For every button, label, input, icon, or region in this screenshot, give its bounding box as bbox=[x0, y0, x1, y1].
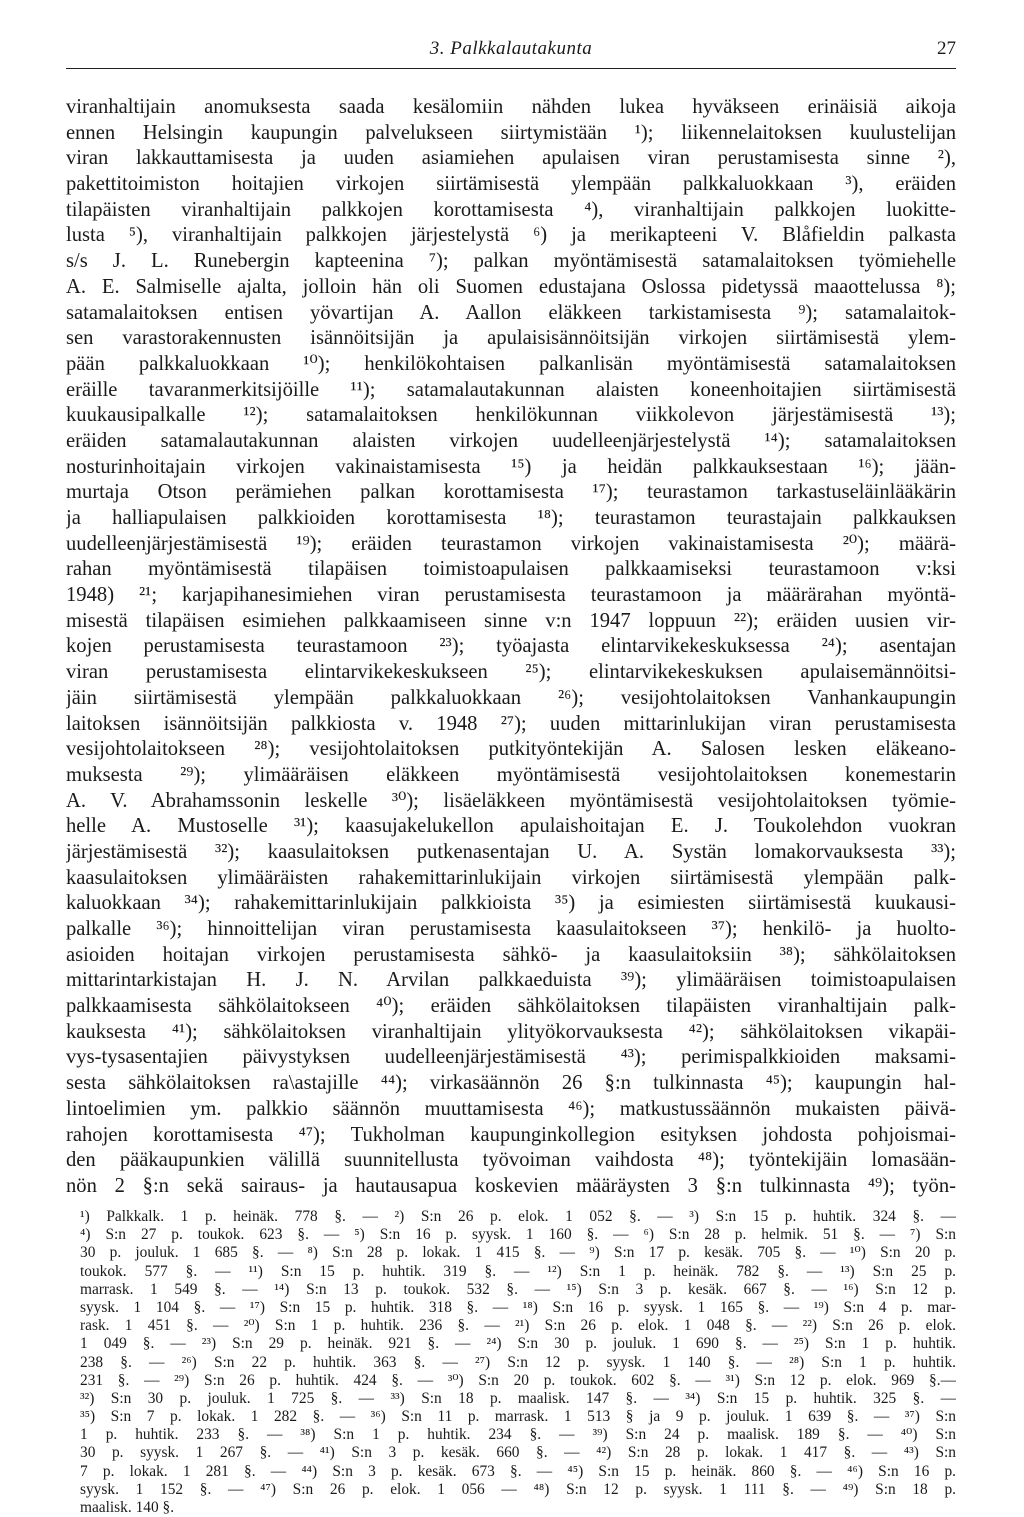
text-line: ja halliapulaisen palkkioiden korottamisesta ¹⁸); teurastamon teurastajain palkkauksen bbox=[66, 507, 956, 529]
text-line: A. V. Abrahamssonin leskelle ³⁰); lisäeläkkeen myöntämisestä vesijohtolaitoksen työmie- bbox=[66, 789, 956, 812]
text-line: kaasulaitoksen ylimääräisten rahakemittarinlukijain virkojen siirtämisestä ylempään palk- bbox=[66, 866, 956, 889]
footnote-line: 238 §. — ²⁶) S:n 22 p. huhtik. 363 §. — ²⁷) S:n 12 p. syysk. 1 140 §. — ²⁸) S:n 1 p. huhtik. bbox=[80, 1353, 956, 1371]
text-line: rahojen korottamisesta ⁴⁷); Tukholman kaupunginkollegion esityksen johdosta pohjoismai- bbox=[66, 1123, 956, 1146]
text-line: s/s J. L. Runebergin kapteenina ⁷); palkan myöntämisestä satamalaitoksen työmiehelle bbox=[66, 250, 956, 273]
text-line: viran lakkauttamisesta ja uuden asiamiehen apulaisen viran perustamisesta sinne ²), bbox=[66, 147, 956, 170]
page-header bbox=[66, 38, 956, 69]
text-line: kauksesta ⁴¹); sähkölaitoksen viranhaltijain ylityökorvauksesta ⁴²); sähkölaitoksen vikapäi- bbox=[66, 1020, 956, 1043]
text-line: viranhaltijain anomuksesta saada kesälomiin nähden lukea hyväkseen erinäisiä aikoja bbox=[66, 96, 956, 118]
text-line: ennen Helsingin kaupungin palvelukseen siirtymistään ¹); liikennelaitoksen kuulustelijan bbox=[66, 121, 956, 144]
footnotes bbox=[80, 1208, 956, 1517]
text-line: kuukausipalkalle ¹²); satamalaitoksen henkilökunnan viikkolevon järjestämisestä ¹³); bbox=[66, 404, 956, 427]
text-line: viran perustamisesta elintarvikekeskukseen ²⁵); elintarvikekeskuksen apulaisemännöitsi- bbox=[66, 661, 956, 684]
text-line: vys-tysasentajien päivystyksen uudelleenjärjestämisestä ⁴³); perimispalkkioiden maksami- bbox=[66, 1046, 956, 1069]
footnote-line: 30 p. syysk. 1 267 §. — ⁴¹) S:n 3 p. kesäk. 660 §. — ⁴²) S:n 28 p. lokak. 1 417 §. — ⁴³) S:n bbox=[80, 1444, 956, 1462]
text-line: lusta ⁵), viranhaltijain palkkojen järjestelystä ⁶) ja merikapteeni V. Blåfieldin palkasta bbox=[66, 224, 956, 247]
text-line: laitoksen isännöitsijän palkkiosta v. 1948 ²⁷); uuden mittarinlukijan viran perustamisesta bbox=[66, 712, 956, 735]
footnote-line: syysk. 1 152 §. — ⁴⁷) S:n 26 p. elok. 1 056 — ⁴⁸) S:n 12 p. syysk. 1 111 §. — ⁴⁹) S:n 18 p. bbox=[80, 1480, 956, 1498]
footnote-line: 231 §. — ²⁹) S:n 26 p. huhtik. 424 §. — ³⁰) S:n 20 p. toukok. 602 §. — ³¹) S:n 12 p. elok. 969 §.— bbox=[80, 1371, 956, 1389]
text-line: nön 2 §:n sekä sairaus- ja hautausapua koskevien määräysten 3 §:n tulkinnasta ⁴⁹); työn- bbox=[66, 1174, 956, 1197]
text-line: eräiden satamalautakunnan alaisten virkojen uudelleenjärjestelystä ¹⁴); satamalaitoksen bbox=[66, 429, 956, 452]
text-line: mittarintarkistajan H. J. N. Arvilan palkkaeduista ³⁹); ylimääräisen toimistoapulaisen bbox=[66, 969, 956, 992]
page-number: 27 bbox=[937, 38, 956, 59]
text-line: palkalle ³⁶); hinnoittelijan viran perustamisesta kaasulaitokseen ³⁷); henkilö- ja huolto- bbox=[66, 918, 956, 940]
text-line: kojen perustamisesta teurastamoon ²³); työajasta elintarvikekeskuksessa ²⁴); asentajan bbox=[66, 635, 956, 658]
footnote-line: ¹) Palkkalk. 1 p. heinäk. 778 §. — ²) S:n 26 p. elok. 1 052 §. — ³) S:n 15 p. huhtik. 324 §. — bbox=[80, 1208, 956, 1225]
text-line: eräille tavaranmerkitsijöille ¹¹); satamalautakunnan alaisten koneenhoitajien siirtämisestä bbox=[66, 378, 956, 401]
footnote-line: marrask. 1 549 §. — ¹⁴) S:n 13 p. toukok. 532 §. — ¹⁵) S:n 3 p. kesäk. 667 §. — ¹⁶) S:n 12 p. bbox=[80, 1280, 956, 1298]
footnote-line: 1 049 §. — ²³) S:n 29 p. heinäk. 921 §. — ²⁴) S:n 30 p. jouluk. 1 690 §. — ²⁵) S:n 1 p. huhtik. bbox=[80, 1335, 956, 1353]
text-line: asioiden hoitajan virkojen perustamisesta sähkö- ja kaasulaitoksiin ³⁸); sähkölaitoksen bbox=[66, 943, 956, 966]
footnote-line: ³⁵) S:n 7 p. lokak. 1 282 §. — ³⁶) S:n 11 p. marrask. 1 513 § ja 9 p. jouluk. 1 639 §. — ³⁷) S:n bbox=[80, 1408, 956, 1426]
footnote-line: 7 p. lokak. 1 281 §. — ⁴⁴) S:n 3 p. kesäk. 673 §. — ⁴⁵) S:n 15 p. heinäk. 860 §. — ⁴⁶) S:n 16 p. bbox=[80, 1462, 956, 1480]
text-line: 1948) ²¹; karjapihanesimiehen viran perustamisesta teurastamoon ja määrärahan myöntä- bbox=[66, 584, 956, 607]
text-line: järjestämisestä ³²); kaasulaitoksen putkenasentajan U. A. Systän lomakorvauksesta ³³); bbox=[66, 840, 956, 863]
text-line: uudelleenjärjestämisestä ¹⁹); eräiden teurastamon virkojen vakinaistamisesta ²⁰); määrä- bbox=[66, 532, 956, 555]
footnote-line: ⁴) S:n 27 p. toukok. 623 §. — ⁵) S:n 16 p. syysk. 1 160 §. — ⁶) S:n 28 p. helmik. 51 §. — ⁷) S:n bbox=[80, 1226, 956, 1244]
text-line: lintoelimien ym. palkkio säännön muuttamisesta ⁴⁶); matkustussäännön mukaisten päivä- bbox=[66, 1097, 956, 1120]
text-line: sen varastorakennusten isännöitsijän ja apulaisisännöitsijän virkojen siirtämisestä ylem- bbox=[66, 327, 956, 350]
text-line: nosturinhoitajain virkojen vakinaistamisesta ¹⁵) ja heidän palkkauksestaan ¹⁶); jään- bbox=[66, 455, 956, 478]
text-line: palkkaamisesta sähkölaitokseen ⁴⁰); eräiden sähkölaitoksen tilapäisten viranhaltijain palk- bbox=[66, 995, 956, 1018]
footnote-line: ³²) S:n 30 p. jouluk. 1 725 §. — ³³) S:n 18 p. maalisk. 147 §. — ³⁴) S:n 15 p. huhtik. 325 §. — bbox=[80, 1389, 956, 1407]
footnote-line: syysk. 1 104 §. — ¹⁷) S:n 15 p. huhtik. 318 §. — ¹⁸) S:n 16 p. syysk. 1 165 §. — ¹⁹) S:n 4 p. mar- bbox=[80, 1298, 956, 1316]
text-line: A. E. Salmiselle ajalta, jolloin hän oli Suomen edustajana Oslossa pidetyssä maaottelussa ⁸); bbox=[66, 275, 956, 298]
footnote-line: maalisk. 140 §. bbox=[80, 1499, 175, 1516]
text-line: sesta sähkölaitoksen ra\astajille ⁴⁴); virkasäännön 26 §:n tulkinnasta ⁴⁵); kaupungin hal- bbox=[66, 1072, 956, 1095]
text-line: pään palkkaluokkaan ¹⁰); henkilökohtaisen palkanlisän myöntämisestä satamalaitoksen bbox=[66, 352, 956, 375]
text-line: muksesta ²⁹); ylimääräisen eläkkeen myöntämisestä vesijohtolaitoksen konemestarin bbox=[66, 763, 956, 786]
text-line: vesijohtolaitokseen ²⁸); vesijohtolaitoksen putkityöntekijän A. Salosen lesken eläkeano- bbox=[66, 738, 956, 761]
footnote-line: toukok. 577 §. — ¹¹) S:n 15 p. huhtik. 319 §. — ¹²) S:n 1 p. heinäk. 782 §. — ¹³) S:n 25 p. bbox=[80, 1262, 956, 1280]
text-line: kaluokkaan ³⁴); rahakemittarinlukijain palkkioista ³⁵) ja esimiesten siirtämisestä kuukausi- bbox=[66, 892, 956, 915]
text-line: den pääkaupunkien välillä suunnitellusta työvoiman vaihdosta ⁴⁸); työntekijäin lomasään- bbox=[66, 1149, 956, 1172]
body-text bbox=[66, 95, 956, 1200]
text-line: murtaja Otson perämiehen palkan korottamisesta ¹⁷); teurastamon tarkastuseläinlääkärin bbox=[66, 481, 956, 504]
running-title: 3. Palkkalautakunta bbox=[429, 38, 593, 59]
footnote-line: rask. 1 451 §. — ²⁰) S:n 1 p. huhtik. 236 §. — ²¹) S:n 26 p. elok. 1 048 §. — ²²) S:n 26 p. elok. bbox=[80, 1317, 956, 1335]
text-line: misestä tilapäisen esimiehen palkkaamiseen sinne v:n 1947 loppuun ²²); eräiden uusien vir- bbox=[66, 609, 956, 632]
text-line: helle A. Mustoselle ³¹); kaasujakelukellon apulaishoitajan E. J. Toukolehdon vuokran bbox=[66, 815, 956, 838]
text-line: satamalaitoksen entisen yövartijan A. Aallon eläkkeen tarkistamisesta ⁹); satamalaitok- bbox=[66, 301, 956, 324]
footnote-line: 30 p. jouluk. 1 685 §. — ⁸) S:n 28 p. lokak. 1 415 §. — ⁹) S:n 17 p. kesäk. 705 §. — ¹⁰) S:n 20 p. bbox=[80, 1244, 956, 1262]
footnote-line: 1 p. huhtik. 233 §. — ³⁸) S:n 1 p. huhtik. 234 §. — ³⁹) S:n 24 p. maalisk. 189 §. — ⁴⁰) S:n bbox=[80, 1426, 956, 1444]
text-line: tilapäisten viranhaltijain palkkojen korottamisesta ⁴), viranhaltijain palkkojen luokitte- bbox=[66, 198, 956, 221]
text-line: rahan myöntämisestä tilapäisen toimistoapulaisen palkkaamiseksi teurastamoon v:ksi bbox=[66, 558, 956, 581]
text-line: jäin siirtämisestä ylempään palkkaluokkaan ²⁶); vesijohtolaitoksen Vanhankaupungin bbox=[66, 686, 956, 709]
text-line: pakettitoimiston hoitajien virkojen siirtämisestä ylempään palkkaluokkaan ³), eräiden bbox=[66, 173, 956, 196]
